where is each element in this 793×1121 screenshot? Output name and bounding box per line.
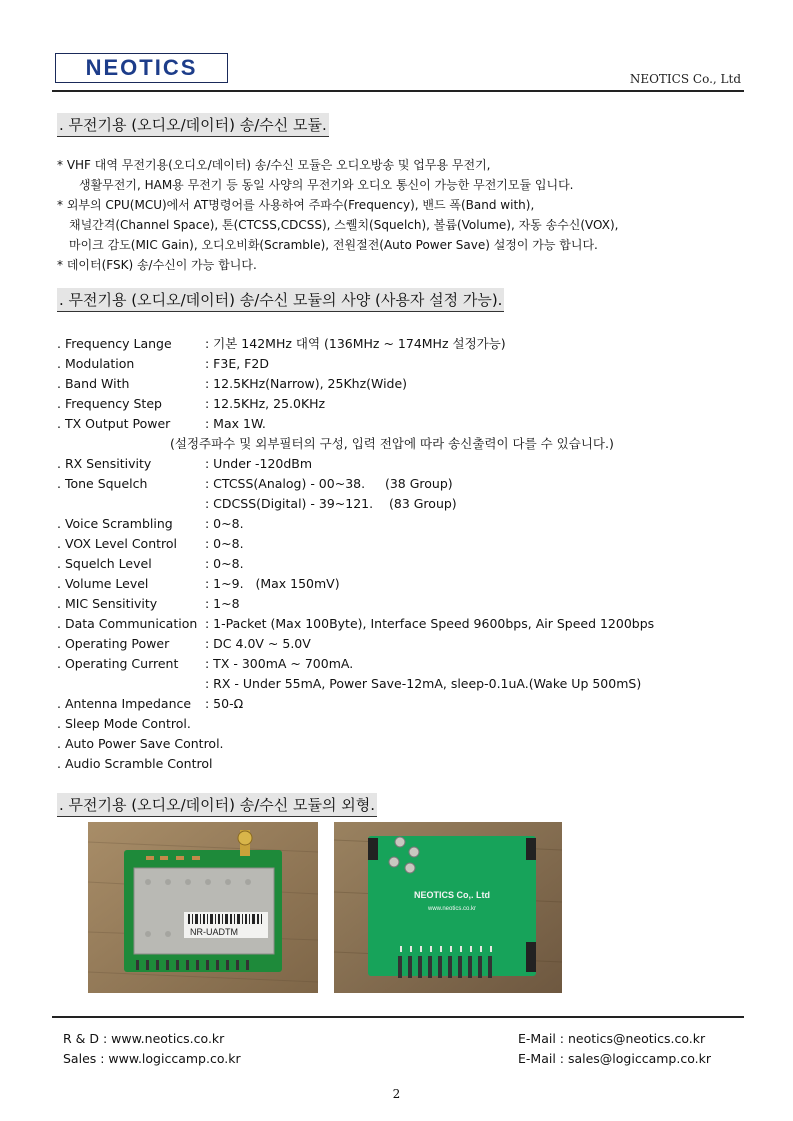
spec-row (57, 394, 757, 414)
section-title-module: . 무전기용 (오디오/데이터) 송/수신 모듈. (57, 113, 329, 137)
footer-emails (518, 1029, 711, 1069)
spec-value: : 50-Ω (205, 696, 244, 711)
spec-label: . Squelch Level (57, 556, 152, 571)
footer-divider (52, 1016, 744, 1018)
spec-row (57, 734, 757, 754)
intro-line: * 데이터(FSK) 송/수신이 가능 합니다. (57, 258, 257, 272)
spec-row (57, 694, 757, 714)
spec-label: . Frequency Step (57, 396, 162, 411)
spec-label: . Sleep Mode Control. (57, 716, 191, 731)
spec-label: . Operating Power (57, 636, 170, 651)
page-number: 2 (392, 1087, 401, 1101)
spec-value: : CTCSS(Analog) - 00~38. (38 Group) (205, 476, 453, 491)
spec-row (57, 634, 757, 654)
spec-row (57, 754, 757, 774)
spec-row (57, 574, 757, 594)
spec-row (57, 334, 757, 354)
email-link-sales[interactable]: E-Mail : sales@logiccamp.co.kr (518, 1051, 711, 1066)
spec-label: . VOX Level Control (57, 536, 178, 551)
spec-label: . Antenna Impedance (57, 696, 192, 711)
rnd-website-link[interactable]: R & D : www.neotics.co.kr (63, 1031, 225, 1046)
module-label-text: NR-UADTM (190, 927, 238, 937)
section-title-specs: . 무전기용 (오디오/데이터) 송/수신 모듈의 사양 (사용자 설정 가능). (57, 288, 504, 312)
spec-value: : 1-Packet (Max 100Byte), Interface Speed 9600bps, Air Speed 1200bps (205, 616, 655, 631)
intro-line: 마이크 감도(MIC Gain), 오디오비화(Scramble), 전원절전(Auto Power Save) 설정이 가능 합니다. (69, 238, 598, 252)
spec-value: : TX - 300mA ~ 700mA. (205, 656, 354, 671)
spec-value: : Max 1W. (205, 416, 266, 431)
spec-label: . Modulation (57, 356, 135, 371)
spec-row (57, 534, 757, 554)
module-top-photo (88, 822, 318, 993)
spec-label: . RX Sensitivity (57, 456, 152, 471)
spec-value: : 12.5KHz(Narrow), 25Khz(Wide) (205, 376, 408, 391)
intro-line: * VHF 대역 무전기용(오디오/데이터) 송/수신 모듈은 오디오방송 및 업무용 무전기, (57, 158, 491, 172)
spec-value: : DC 4.0V ~ 5.0V (205, 636, 311, 651)
spec-row (57, 714, 757, 734)
spec-row (57, 614, 757, 634)
email-link-neotics[interactable]: E-Mail : neotics@neotics.co.kr (518, 1031, 706, 1046)
spec-row (57, 554, 757, 574)
spec-label (57, 674, 205, 694)
spec-value: : 1~8 (205, 596, 240, 611)
spec-row (57, 494, 757, 514)
spec-row (57, 374, 757, 394)
spec-value: : 기본 142MHz 대역 (136MHz ~ 174MHz 설정가능) (205, 336, 506, 351)
spec-value: : 1~9. (Max 150mV) (205, 576, 340, 591)
footer-websites (63, 1029, 241, 1069)
spec-row (57, 454, 757, 474)
spec-label: . TX Output Power (57, 416, 171, 431)
spec-label: . Data Communication (57, 616, 198, 631)
spec-value: : CDCSS(Digital) - 39~121. (83 Group) (205, 496, 457, 511)
module-bottom-photo (334, 822, 562, 993)
intro-line: 채널간격(Channel Space), 톤(CTCSS,CDCSS), 스퀠치(Squelch), 볼륨(Volume), 자동 송수신(VOX), (69, 218, 619, 232)
spec-label: . Auto Power Save Control. (57, 736, 224, 751)
spec-note: (설정주파수 및 외부필터의 구성, 입력 전압에 따라 송신출력이 다를 수 있습니다.) (170, 436, 614, 451)
spec-value: : F3E, F2D (205, 356, 269, 371)
company-logo (55, 53, 228, 83)
spec-value: : 0~8. (205, 516, 244, 531)
board-url-text: www.neotics.co.kr (427, 906, 477, 912)
spec-row (57, 594, 757, 614)
intro-line: * 외부의 CPU(MCU)에서 AT명령어를 사용하여 주파수(Frequency), 밴드 폭(Band with), (57, 198, 535, 212)
board-company-text: NEOTICS Co,. Ltd (414, 890, 490, 900)
spec-value: : RX - Under 55mA, Power Save-12mA, sleep-0.1uA.(Wake Up 500mS) (205, 676, 642, 691)
spec-label: . Volume Level (57, 576, 149, 591)
spec-row (57, 514, 757, 534)
spec-label: . Voice Scrambling (57, 516, 173, 531)
intro-line: 생활무전기, HAM용 무전기 등 동일 사양의 무전기와 오디오 통신이 가능한 무전기모듈 입니다. (79, 178, 574, 192)
spec-label: . Audio Scramble Control (57, 756, 213, 771)
header-divider (52, 90, 744, 92)
spec-value: : 0~8. (205, 536, 244, 551)
spec-label: . Operating Current (57, 656, 179, 671)
spec-label (57, 494, 205, 514)
spec-row (57, 474, 757, 494)
spec-row (57, 414, 757, 434)
sales-website-link[interactable]: Sales : www.logiccamp.co.kr (63, 1051, 241, 1066)
spec-row (57, 674, 757, 694)
spec-value: : 12.5KHz, 25.0KHz (205, 396, 326, 411)
intro-bullets (57, 155, 757, 275)
spec-value: : 0~8. (205, 556, 244, 571)
spec-label: . Frequency Lange (57, 336, 172, 351)
spec-list (57, 334, 757, 774)
spec-label: . Band With (57, 376, 130, 391)
section-title-appearance: . 무전기용 (오디오/데이터) 송/수신 모듈의 외형. (57, 793, 377, 817)
spec-value: : Under -120dBm (205, 456, 313, 471)
spec-label: . MIC Sensitivity (57, 596, 158, 611)
logo-text: NEOTICS (85, 55, 198, 80)
company-name: NEOTICS Co., Ltd (629, 72, 741, 86)
spec-row (57, 654, 757, 674)
spec-row (57, 354, 757, 374)
spec-label: . Tone Squelch (57, 476, 148, 491)
